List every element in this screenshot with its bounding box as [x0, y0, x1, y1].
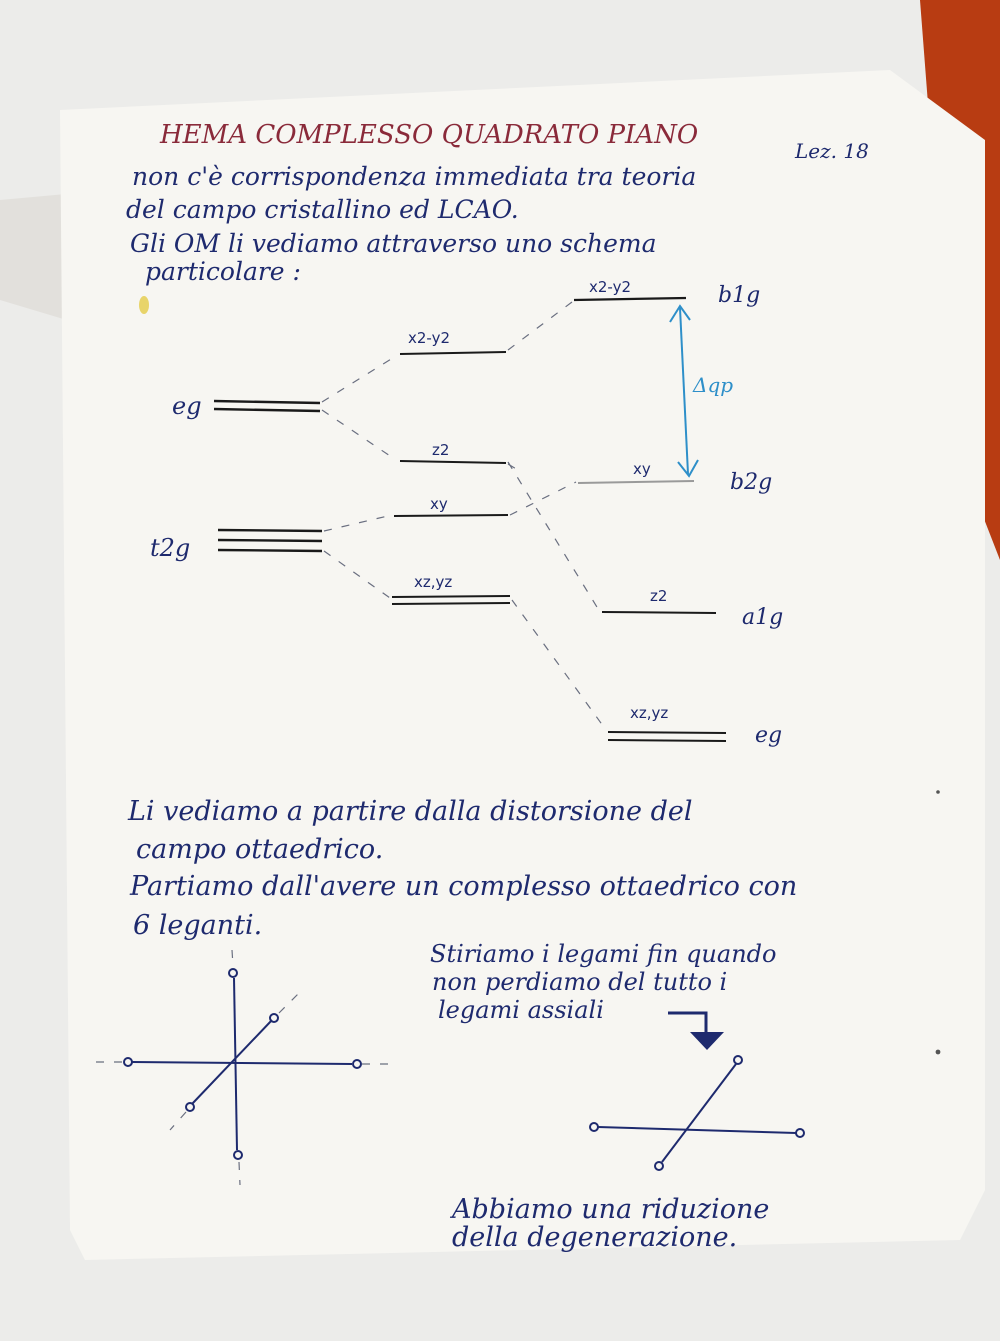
- note-line-2: non perdiamo del tutto i: [432, 968, 728, 996]
- note-line-1: Stiriamo i legami fin quando: [430, 940, 777, 968]
- body-line-4: 6 leganti.: [133, 910, 263, 941]
- sp-eg-orbital: xz,yz: [630, 704, 669, 722]
- intro-line-4: particolare :: [145, 257, 301, 286]
- intermediate-xy-level: [394, 515, 508, 516]
- conclusion-line-2: della degenerazione.: [452, 1222, 738, 1253]
- octahedral-t2g-label: t2g: [150, 534, 191, 562]
- sp-a1g-level: [602, 612, 716, 613]
- paper-speck: [936, 1050, 941, 1055]
- sp-b2g-label: b2g: [730, 470, 773, 495]
- sp-eg-label: eg: [755, 723, 783, 748]
- sp-b2g-orbital: xy: [633, 460, 651, 478]
- intermediate-z2-label: z2: [432, 441, 450, 459]
- page-title: HEMA COMPLESSO QUADRATO PIANO: [160, 120, 699, 150]
- body-line-3: Partiamo dall'avere un complesso ottaedrico con: [130, 871, 798, 902]
- intermediate-x2y2-label: x2-y2: [408, 329, 450, 347]
- intro-line-1: non c'è corrispondenza immediata tra teoria: [132, 162, 697, 191]
- sp-b1g-orbital: x2-y2: [589, 278, 631, 296]
- note-line-3: legami assiali: [438, 996, 604, 1024]
- intro-line-2: del campo cristallino ed LCAO.: [126, 195, 519, 224]
- sp-a1g-orbital: z2: [650, 587, 668, 605]
- highlighter-mark: [139, 296, 149, 314]
- intro-line-3: Gli OM li vediamo attraverso uno schema: [130, 229, 657, 258]
- intermediate-xy-label: xy: [430, 495, 448, 513]
- intermediate-xzyz-label: xz,yz: [414, 573, 453, 591]
- body-line-2: campo ottaedrico.: [136, 834, 384, 865]
- conclusion-line-1: Abbiamo una riduzione: [452, 1194, 770, 1225]
- body-line-1: Li vediamo a partire dalla distorsione del: [128, 796, 693, 827]
- lecture-number: Lez. 18: [795, 139, 869, 163]
- sp-b1g-label: b1g: [718, 283, 761, 308]
- paper-speck: [936, 790, 940, 794]
- sp-a1g-label: a1g: [742, 605, 784, 630]
- delta-label: Δqp: [693, 373, 734, 397]
- octahedral-eg-label: eg: [172, 392, 202, 420]
